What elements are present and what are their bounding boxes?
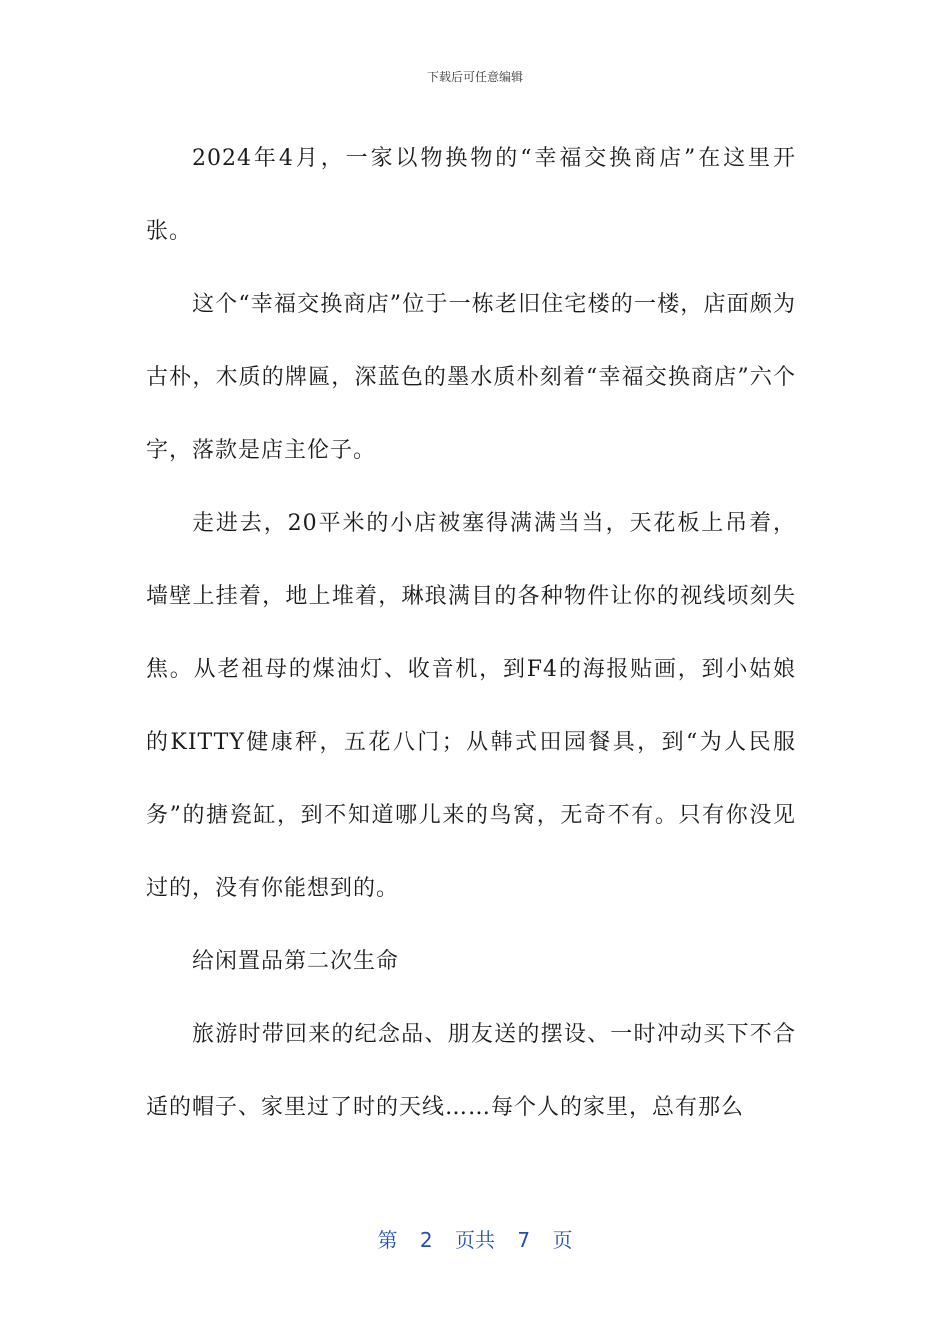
- paragraph-opening: 2024年4月，一家以物换物的“幸福交换商店”在这里开张。: [146, 146, 796, 244]
- document-body: [146, 122, 796, 1144]
- section-heading: 给闲置品第二次生命: [192, 949, 400, 974]
- paragraph-shop-interior: 走进去，20平米的小店被塞得满满当当，天花板上吊着，墙壁上挂着，地上堆着，琳琅满目的各种物件让你的视线顷刻失焦。从老祖母的煤油灯、收音机，到F4的海报贴画，到小姑娘的KITTY健康秤，五花八门；从韩式田园餐具，到“为人民服务”的搪瓷缸，到不知道哪儿来的鸟窝，无奇不有。只有你没见过的，没有你能想到的。: [146, 511, 796, 901]
- footer-prefix: 第: [377, 1228, 398, 1252]
- footer-page-number: 2: [419, 1228, 433, 1252]
- footer-total-pages: 7: [517, 1228, 531, 1252]
- footer-middle: 页共: [455, 1228, 495, 1252]
- page-footer: [0, 1224, 950, 1253]
- paragraph-shop-description: 这个“幸福交换商店”位于一栋老旧住宅楼的一楼，店面颇为古朴，木质的牌匾，深蓝色的墨水质朴刻着“幸福交换商店”六个字，落款是店主伦子。: [146, 292, 796, 463]
- footer-suffix: 页: [552, 1228, 573, 1252]
- paragraph-idle-items: 旅游时带回来的纪念品、朋友送的摆设、一时冲动买下不合适的帽子、家里过了时的天线……每个人的家里，总有那么: [146, 1022, 796, 1120]
- page-header: 下载后可任意编辑: [426, 70, 523, 84]
